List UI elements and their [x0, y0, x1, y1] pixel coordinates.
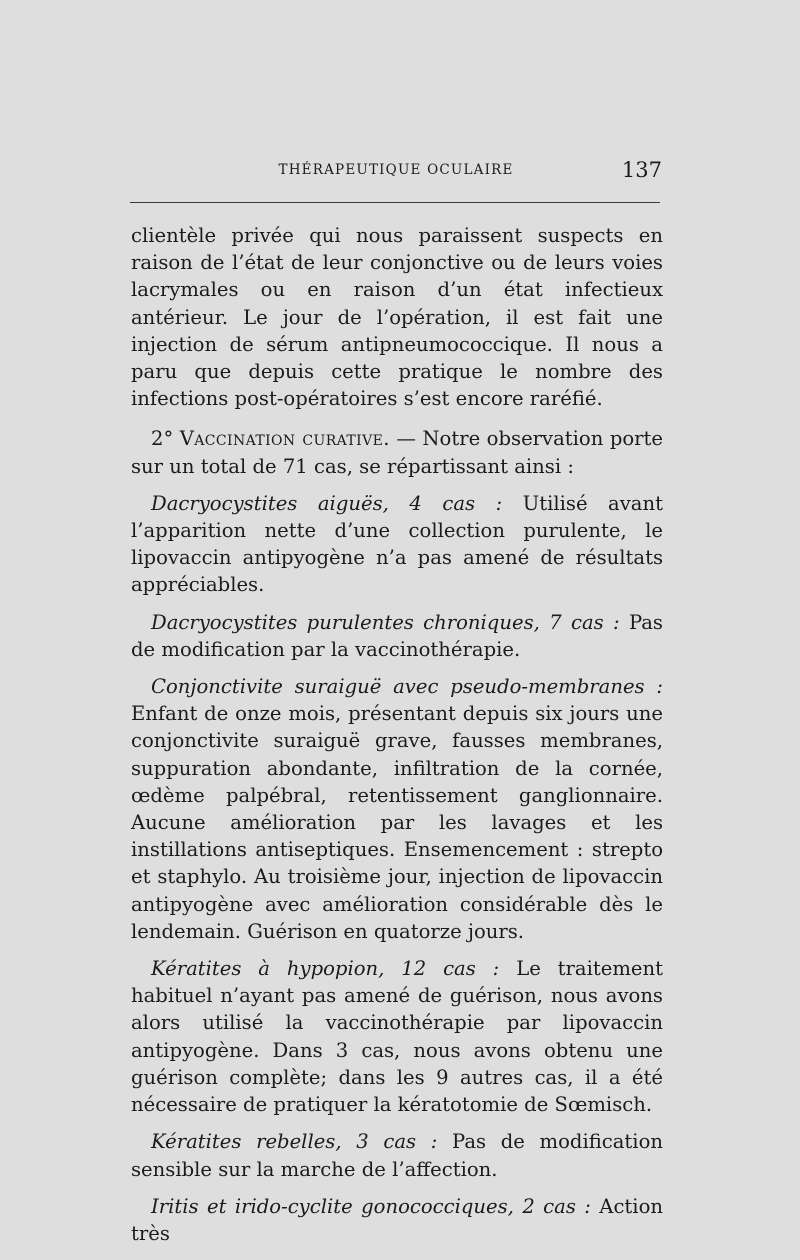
section-heading: Vaccination curative. [179, 427, 390, 451]
paragraph-7-text: Pas de modification sensible sur la marche de l’affection. [131, 1130, 663, 1181]
paragraph-3-heading: Dacryocystites aiguës, 4 cas : [151, 491, 503, 515]
paragraph-4-text: Pas de modification par la vaccinothérapie. [131, 610, 663, 661]
paragraph-2-text: — Notre observation porte sur un total de 71 cas, se répartissant ainsi : [131, 427, 663, 478]
paragraph-6 [131, 955, 663, 1118]
header-rule [130, 202, 660, 203]
page-number: 137 [621, 158, 662, 182]
paragraph-3-text: Utilisé avant l’apparition nette d’une collection purulente, le lipovaccin antipyogène n’a pas amené de résultats appréciables. [131, 491, 663, 597]
paragraph-4-heading: Dacryocystites purulentes chroniques, 7 cas : [151, 610, 620, 634]
paragraph-1: clientèle privée qui nous paraissent suspects en raison de l’état de leur conjonctive ou de leurs voies lacrymales ou en raison d’un état infectieux antérieur. Le jour de l’opération, il est fait une injection de sérum antipneumococcique. Il nous a paru que depuis cette pratique le nombre des infections post-opératoires s’est encore raréfié. [131, 224, 663, 411]
paragraph-5 [131, 673, 663, 945]
section-number: 2° [151, 427, 174, 451]
paragraph-7-heading: Kératites rebelles, 3 cas : [151, 1130, 438, 1154]
paragraph-3 [131, 490, 663, 599]
paragraph-2 [131, 425, 663, 479]
paragraph-6-heading: Kératites à hypopion, 12 cas : [151, 957, 500, 981]
paragraph-5-heading: Conjonctivite suraiguë avec pseudo-membranes : [151, 675, 663, 699]
body-text [131, 222, 663, 1247]
paragraph-5-text: Enfant de onze mois, présentant depuis six jours une conjonctivite suraiguë grave, fausses membranes, suppuration abondante, infiltration de la cornée, œdème palpébral, retentissement ganglionnaire. Aucune amélioration par les lavages et les instillations antiseptiques. Ensemencement : strepto et staphylo. Au troisième jour, injection de lipovaccin antipyogène avec amélioration considérable dès le lendemain. Guérison en quatorze jours. [131, 702, 663, 943]
paragraph-8-heading: Iritis et irido-cyclite gonococciques, 2 cas : [151, 1194, 591, 1218]
paragraph-8-text: Action très [131, 1194, 663, 1245]
paragraph-7 [131, 1128, 663, 1182]
running-head [130, 160, 662, 186]
paragraph-4 [131, 609, 663, 663]
running-title: THÉRAPEUTIQUE OCULAIRE [278, 162, 514, 178]
paragraph-6-text: Le traitement habituel n’ayant pas amené de guérison, nous avons alors utilisé la vaccinothérapie par lipovaccin antipyogène. Dans 3 cas, nous avons obtenu une guérison complète; dans les 9 autres cas, il a été nécessaire de pratiquer la kératotomie de Sœmisch. [131, 957, 664, 1117]
paragraph-8 [131, 1193, 663, 1247]
